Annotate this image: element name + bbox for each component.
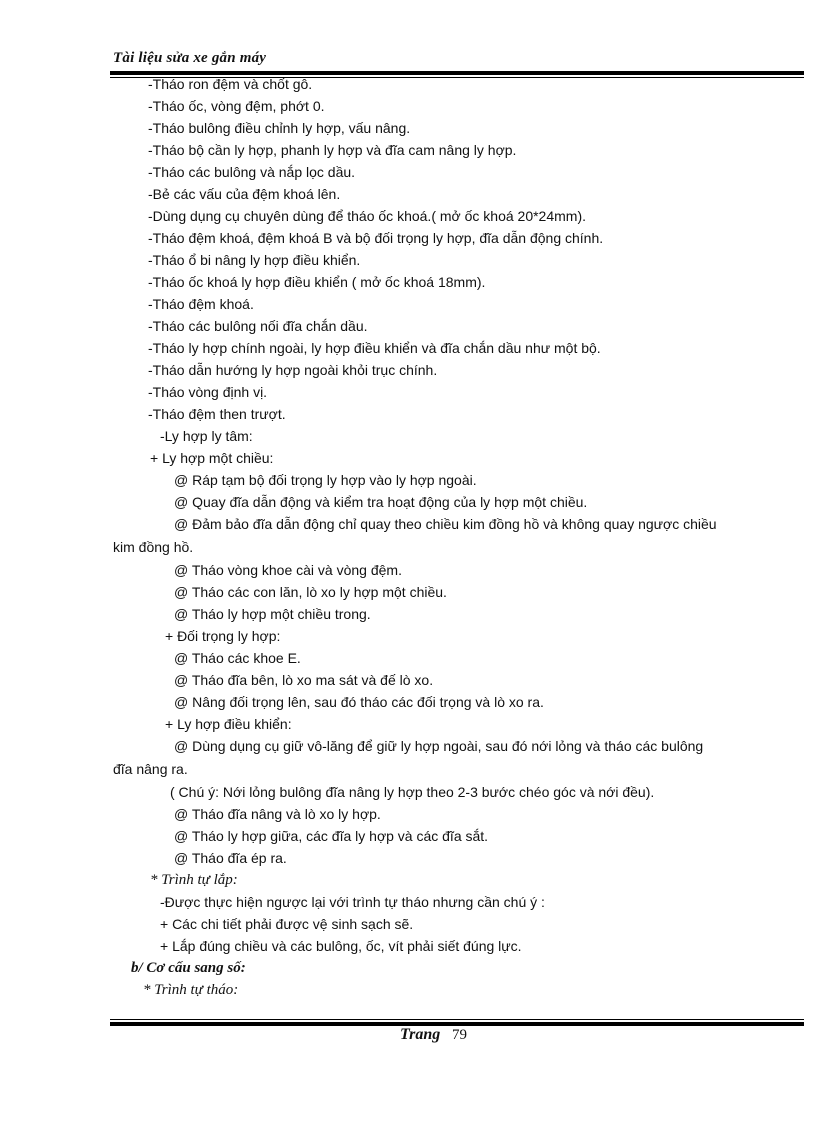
text-line: @ Tháo ly hợp một chiều trong. <box>174 606 371 622</box>
text-line: @ Nâng đối trọng lên, sau đó tháo các đối trọng và lò xo ra. <box>174 694 544 710</box>
text-line: + Các chi tiết phải được vệ sinh sạch sẽ. <box>160 916 414 932</box>
subsection-heading: + Ly hợp một chiều: <box>150 450 274 466</box>
footer-rule-thin <box>110 1019 804 1020</box>
text-line: -Tháo ốc, vòng đệm, phớt 0. <box>148 98 325 114</box>
subsection-heading: + Đối trọng ly hợp: <box>165 628 281 644</box>
text-line: -Tháo bộ cần ly hợp, phanh ly hợp và đĩa cam nâng ly hợp. <box>148 142 517 158</box>
footer-rule-thick <box>110 1022 804 1026</box>
text-line: đĩa nâng ra. <box>113 761 188 777</box>
text-line: -Tháo các bulông nối đĩa chắn dầu. <box>148 318 368 334</box>
text-line: -Tháo đệm then trượt. <box>148 406 286 422</box>
text-line: -Bẻ các vấu của đệm khoá lên. <box>148 186 341 202</box>
text-line: -Tháo đệm khoá, đệm khoá B và bộ đối trọng ly hợp, đĩa dẫn động chính. <box>148 230 604 246</box>
text-line: -Tháo bulông điều chỉnh ly hợp, vấu nâng. <box>148 120 411 136</box>
text-line: -Tháo ly hợp chính ngoài, ly hợp điều khiển và đĩa chắn dầu như một bộ. <box>148 340 601 356</box>
text-line: @ Tháo các con lăn, lò xo ly hợp một chiều. <box>174 584 447 600</box>
text-line: @ Tháo đĩa ép ra. <box>174 850 287 866</box>
text-line: @ Tháo ly hợp giữa, các đĩa ly hợp và các đĩa sắt. <box>174 828 489 844</box>
page-number: 79 <box>452 1027 467 1043</box>
text-line: -Tháo ốc khoá ly hợp điều khiển ( mở ốc khoá 18mm). <box>148 274 486 290</box>
text-line: -Tháo dẫn hướng ly hợp ngoài khỏi trục chính. <box>148 362 438 378</box>
text-line: -Được thực hiện ngược lại với trình tự tháo nhưng cần chú ý : <box>160 894 545 910</box>
text-line: @ Ráp tạm bộ đối trọng ly hợp vào ly hợp ngoài. <box>174 472 477 488</box>
section-heading: b/ Cơ cấu sang số: <box>131 960 246 976</box>
text-line: @ Tháo đĩa bên, lò xo ma sát và đế lò xo. <box>174 672 434 688</box>
text-line: @ Dùng dụng cụ giữ vô-lăng để giữ ly hợp ngoài, sau đó nới lỏng và tháo các bulông <box>174 738 704 754</box>
text-line: @ Tháo vòng khoe cài và vòng đệm. <box>174 562 402 578</box>
text-line: -Tháo ổ bi nâng ly hợp điều khiển. <box>148 252 361 268</box>
text-line: -Tháo ron đệm và chốt gô. <box>148 76 313 92</box>
text-line: @ Quay đĩa dẫn động và kiểm tra hoạt động của ly hợp một chiều. <box>174 494 588 510</box>
text-line: @ Tháo đĩa nâng và lò xo ly hợp. <box>174 806 381 822</box>
page-label: Trang <box>400 1026 441 1043</box>
text-line: kim đồng hồ. <box>113 539 194 555</box>
text-line: -Tháo đệm khoá. <box>148 296 254 312</box>
text-line: + Lắp đúng chiều và các bulông, ốc, vít phải siết đúng lực. <box>160 938 522 954</box>
text-line: @ Đảm bảo đĩa dẫn động chỉ quay theo chiều kim đồng hồ và không quay ngược chiều <box>174 516 717 532</box>
subsection-heading: + Ly hợp điều khiển: <box>165 716 292 732</box>
section-heading: -Ly hợp ly tâm: <box>160 428 253 444</box>
text-line: @ Tháo các khoe E. <box>174 650 301 666</box>
header-title: Tài liệu sửa xe gắn máy <box>113 50 267 66</box>
note-line: ( Chú ý: Nới lỏng bulông đĩa nâng ly hợp theo 2-3 bước chéo góc và nới đều). <box>170 784 655 800</box>
text-line: -Dùng dụng cụ chuyên dùng để tháo ốc khoá.( mở ốc khoá 20*24mm). <box>148 208 586 224</box>
disassembly-heading: * Trình tự tháo: <box>143 982 239 998</box>
assembly-heading: * Trình tự lắp: <box>150 872 238 888</box>
text-line: -Tháo vòng định vị. <box>148 384 268 400</box>
text-line: -Tháo các bulông và nắp lọc dầu. <box>148 164 356 180</box>
